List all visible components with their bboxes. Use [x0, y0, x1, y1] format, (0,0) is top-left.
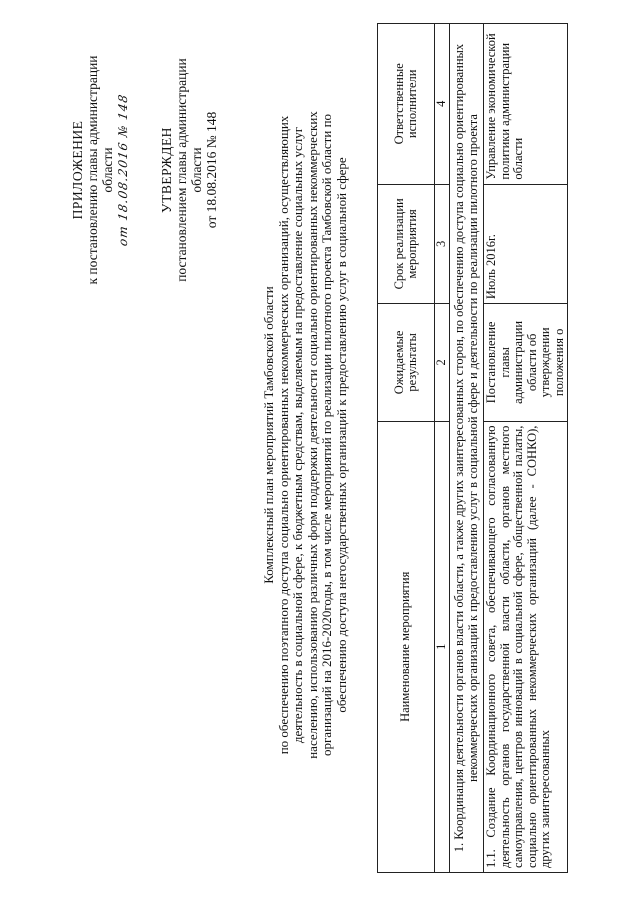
plan-table: [377, 23, 568, 873]
column-number: 2: [435, 304, 450, 421]
column-number: 1: [435, 421, 450, 872]
activity-name: 1.1. Создание Координационного совета, обеспечивающего согласованную деятельность органов государственной власти области, органов местного самоуправления, центров инноваций в социальной сфере, общественной палаты, социально ориентированных некоммерческих организаций (далее - СОНКО), других заинтересованных: [484, 421, 568, 872]
appendix-title: ПРИЛОЖЕНИЕ: [70, 120, 85, 220]
handwritten-reference: от 18.08.2016 № 148: [116, 92, 130, 248]
column-number-row: [435, 24, 450, 873]
title-line: деятельность в социальной сфере, к бюджетным средствам, выделяемым на предоставление социальных услуг: [290, 126, 305, 744]
approved-title: УТВЕРЖДЕН: [159, 127, 174, 213]
document-title: [262, 45, 349, 825]
section-heading: 1. Координация деятельности органов власти области, а также других заинтересованных сторон, по обеспечению доступа социально ориентированных некоммерческих организаций к предоставлению услуг в социальной сфере и деятельности по реализации пилотного проекта: [450, 24, 484, 873]
approved-by: постановлением главы администрации области: [174, 58, 204, 282]
table-header-row: [378, 24, 435, 873]
title-line: обеспечению доступа негосударственных организаций к предоставлению услуг в социальной сфере: [333, 157, 349, 713]
expected-result: Постановление главы администрации области об утверждении положения о: [484, 304, 568, 421]
header-block: [70, 45, 219, 295]
title-line: населению, использованию различных форм поддержки деятельности социально ориентированных некоммерческих: [304, 111, 320, 759]
responsible-executors: Управление экономической политики администрации области: [484, 24, 568, 185]
title-line: по обеспечению поэтапного доступа социально ориентированных некоммерческих организаций, осуществляющих: [275, 115, 291, 755]
title-line: организаций на 2016-2020годы, в том числе мероприятий по реализации пилотного проекта Тамбовской области по: [319, 113, 334, 757]
appendix-to: к постановлению главы администрации области: [85, 55, 115, 285]
section-row: [450, 24, 484, 873]
header-executors: Ответственные исполнители: [378, 24, 435, 185]
header-name: Наименование мероприятия: [378, 421, 435, 872]
column-number: 3: [435, 184, 450, 304]
header-result: Ожидаемые результаты: [378, 304, 435, 421]
column-number: 4: [435, 24, 450, 185]
implementation-term: Июль 2016г.: [484, 184, 568, 304]
title-line: Комплексный план мероприятий Тамбовской области: [261, 286, 276, 584]
approved-reference: от 18.08.2016 № 148: [204, 111, 219, 229]
header-term: Срок реализации мероприятия: [378, 184, 435, 304]
table-row: [484, 24, 568, 873]
